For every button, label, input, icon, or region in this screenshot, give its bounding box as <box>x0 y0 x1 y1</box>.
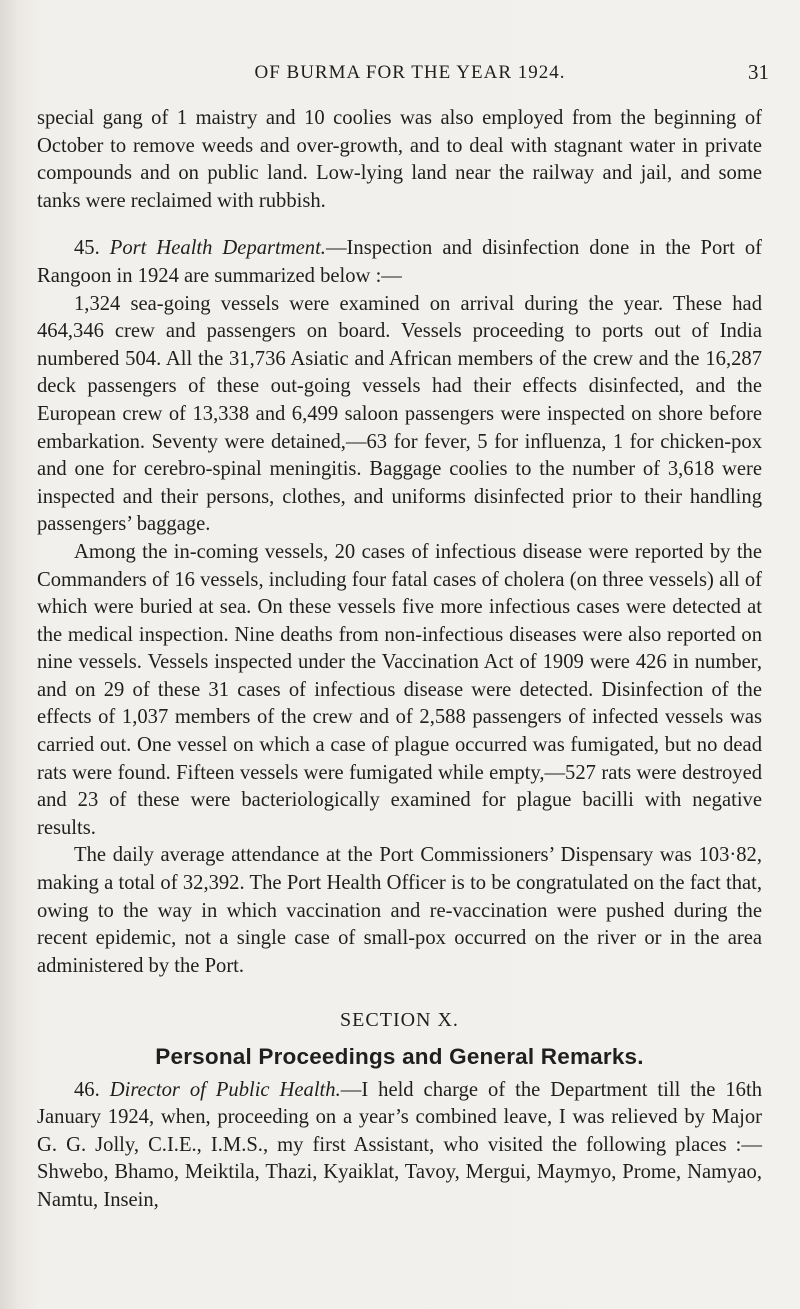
paragraph-46 <box>37 1077 762 1215</box>
paragraph-45-vessels: 1,324 sea-going vessels were examined on arrival during the year. These had 464,346 crew and passengers on board. Vessels proceeding to ports out of India numbered 504. All the 31,736 Asiatic and African members of the crew and the 16,287 deck passengers of these out-going vessels had their effects disinfected, and the European crew of 13,338 and 6,499 saloon passengers were inspected on shore before embarkation. Seventy were detained,—63 for fever, 5 for influenza, 1 for chicken-pox and one for cerebro-spinal meningitis. Baggage coolies to the number of 3,618 were inspected and their persons, clothes, and uniforms disinfected prior to their handling passengers’ baggage. <box>37 292 762 536</box>
paragraph-46-number: 46. <box>74 1078 100 1101</box>
paragraph-45-heading: Port Health Department. <box>109 237 326 260</box>
section-title: Personal Proceedings and General Remarks. <box>155 1044 644 1069</box>
page-number: 31 <box>748 60 769 84</box>
page-body <box>37 105 762 1215</box>
paragraph-45-intro-text: —Inspection and disinfection done in the Port of Rangoon in 1924 are summarized below :— <box>37 237 762 287</box>
paragraph-45-intro <box>37 235 762 290</box>
paragraph-46-text: —I held charge of the Department till the 16th January 1924, when, proceeding on a year’s combined leave, I was relieved by Major G. G. Jolly, C.I.E., I.M.S., my first Assistant, who visited the following places :—Shwebo, Bhamo, Meiktila, Thazi, Kyaiklat, Tavoy, Mergui, Maymyo, Prome, Namyao, Namtu, Insein, <box>37 1078 762 1211</box>
continuation-paragraph: special gang of 1 maistry and 10 coolies was also employed from the beginning of October to remove weeds and over-growth, and to deal with stagnant water in private compounds and on public land. Low-lying land near the railway and jail, and some tanks were reclaimed with rubbish. <box>37 107 762 212</box>
paragraph-46-heading: Director of Public Health. <box>109 1078 341 1101</box>
paragraph-45-incoming: Among the in-coming vessels, 20 cases of infectious disease were reported by the Commanders of 16 vessels, including four fatal cases of cholera (on three vessels) all of which were buried at sea. On these vessels five more infectious cases were detected at the medical inspection. Nine deaths from non-infectious diseases were also reported on nine vessels. Vessels inspected under the Vaccination Act of 1909 were 426 in number, and on 29 of these 31 cases of infectious disease were detected. Disinfection of the effects of 1,037 members of the crew and of 2,588 passengers of infected vessels was carried out. One vessel on which a case of plague occurred was fumigated, but no dead rats were found. Fifteen vessels were fumigated while empty,—527 rats were destroyed and 23 of these were bacteriologically examined for plague bacilli with negative results. <box>37 540 762 839</box>
section-label: SECTION X. <box>340 1009 459 1032</box>
running-header: OF BURMA FOR THE YEAR 1924. <box>254 62 566 83</box>
paragraph-45-number: 45. <box>74 237 100 260</box>
paragraph-45-dispensary: The daily average attendance at the Port Commissioners’ Dispensary was 103·82, making a total of 32,392. The Port Health Officer is to be congratulated on the fact that, owing to the way in which vaccination and re-vaccination were pushed during the recent epidemic, not a single case of small-pox occurred on the river or in the area administered by the Port. <box>37 844 762 977</box>
